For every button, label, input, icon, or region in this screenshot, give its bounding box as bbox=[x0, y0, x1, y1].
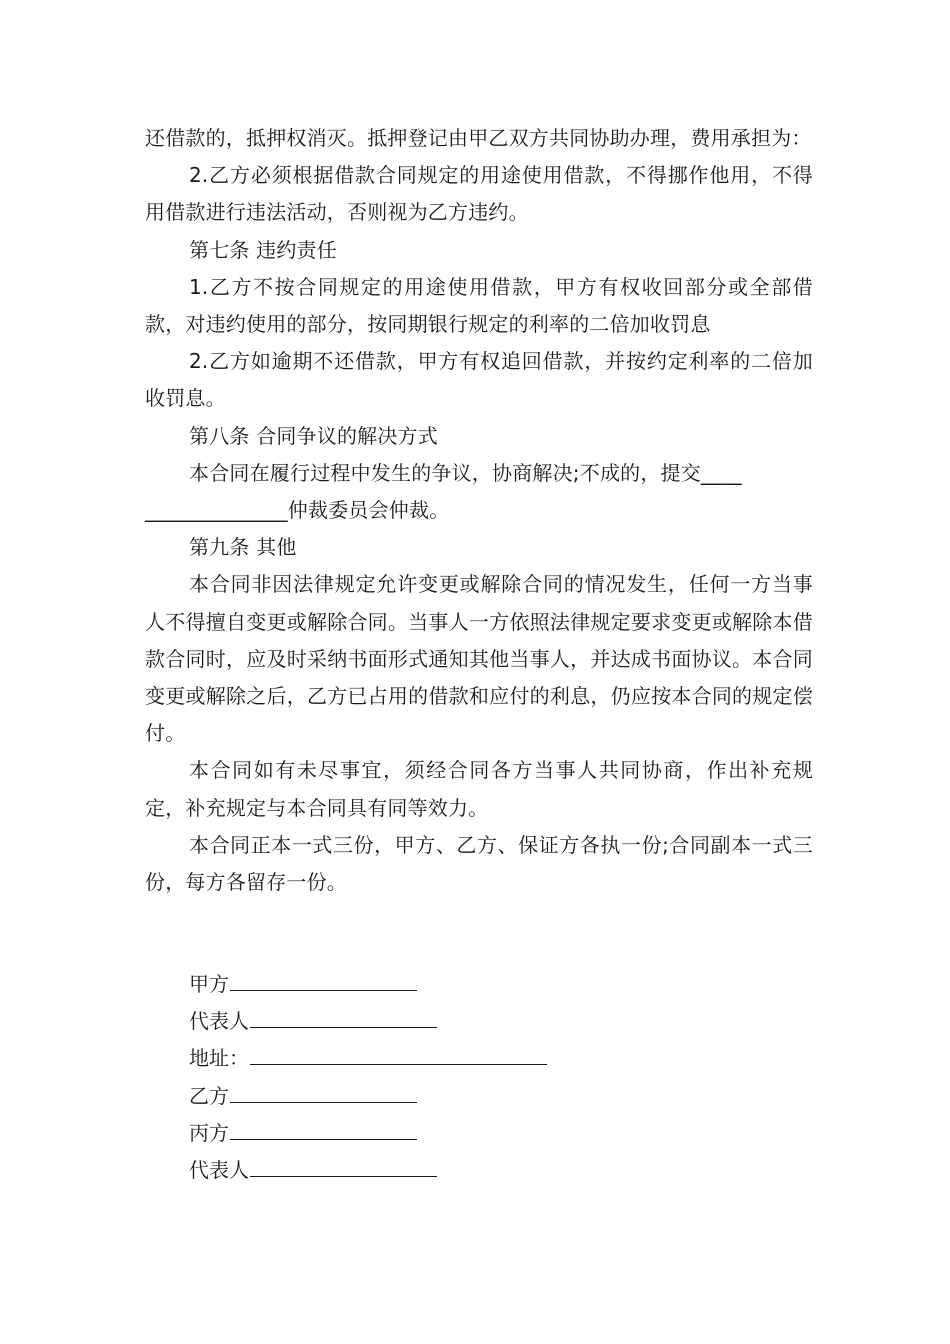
representative-1-label: 代表人 bbox=[189, 1009, 249, 1034]
section-heading-article-9: 第九条 其他 bbox=[189, 535, 297, 560]
representative-1-blank bbox=[250, 1005, 437, 1028]
representative-1-line bbox=[189, 1003, 589, 1040]
paragraph-modification: 本合同非因法律规定允许变更或解除合同的情况发生，任何一方当事人不得擅自变更或解除合同。当事人一方依照法律规定要求变更或解除本借款合同时，应及时采纳书面形式通知其他当事人，并达成书面协议。本合同变更或解除之后，乙方已占用的借款和应付的利息，仍应按本合同的规定偿付。 bbox=[145, 572, 813, 746]
address-line bbox=[189, 1040, 589, 1077]
paragraph-copies: 本合同正本一式三份，甲方、乙方、保证方各执一份;合同副本一式三份，每方各留存一份。 bbox=[145, 832, 813, 895]
party-b-line bbox=[189, 1078, 589, 1115]
paragraph-mortgage-cost: 还借款的，抵押权消灭。抵押登记由甲乙双方共同协助办理，费用承担为： bbox=[145, 126, 812, 150]
signature-block bbox=[189, 966, 589, 1189]
section-heading-article-8: 第八条 合同争议的解决方式 bbox=[189, 423, 438, 448]
address-label: 地址： bbox=[189, 1046, 249, 1071]
party-b-label: 乙方 bbox=[189, 1083, 229, 1108]
party-c-blank bbox=[230, 1117, 417, 1140]
representative-2-label: 代表人 bbox=[189, 1158, 249, 1183]
party-a-label: 甲方 bbox=[189, 972, 229, 996]
representative-2-line bbox=[189, 1152, 589, 1189]
party-a-blank bbox=[230, 968, 417, 991]
party-b-blank bbox=[230, 1080, 417, 1103]
paragraph-breach-1: 1.乙方不按合同规定的用途使用借款，甲方有权收回部分或全部借款，对违约使用的部分，按同期银行规定的利率的二倍加收罚息 bbox=[145, 274, 813, 337]
address-blank bbox=[250, 1042, 547, 1065]
contract-body bbox=[145, 120, 813, 901]
paragraph-dispute-line-1: 本合同在履行过程中发生的争议，协商解决;不成的，提交____ bbox=[189, 460, 742, 485]
paragraph-supplement: 本合同如有未尽事宜，须经合同各方当事人共同协商，作出补充规定，补充规定与本合同具有同等效力。 bbox=[145, 758, 813, 820]
paragraph-dispute-line-2: ______________仲裁委员会仲裁。 bbox=[145, 498, 450, 523]
section-heading-article-7: 第七条 违约责任 bbox=[189, 237, 337, 262]
paragraph-loan-usage: 2.乙方必须根据借款合同规定的用途使用借款，不得挪作他用，不得用借款进行违法活动，否则视为乙方违约。 bbox=[145, 163, 813, 225]
party-a-line bbox=[189, 966, 589, 1003]
representative-2-blank bbox=[250, 1154, 437, 1177]
party-c-line bbox=[189, 1115, 589, 1152]
paragraph-breach-2: 2.乙方如逾期不还借款，甲方有权追回借款，并按约定利率的二倍加收罚息。 bbox=[145, 349, 813, 411]
party-c-label: 丙方 bbox=[189, 1120, 229, 1145]
